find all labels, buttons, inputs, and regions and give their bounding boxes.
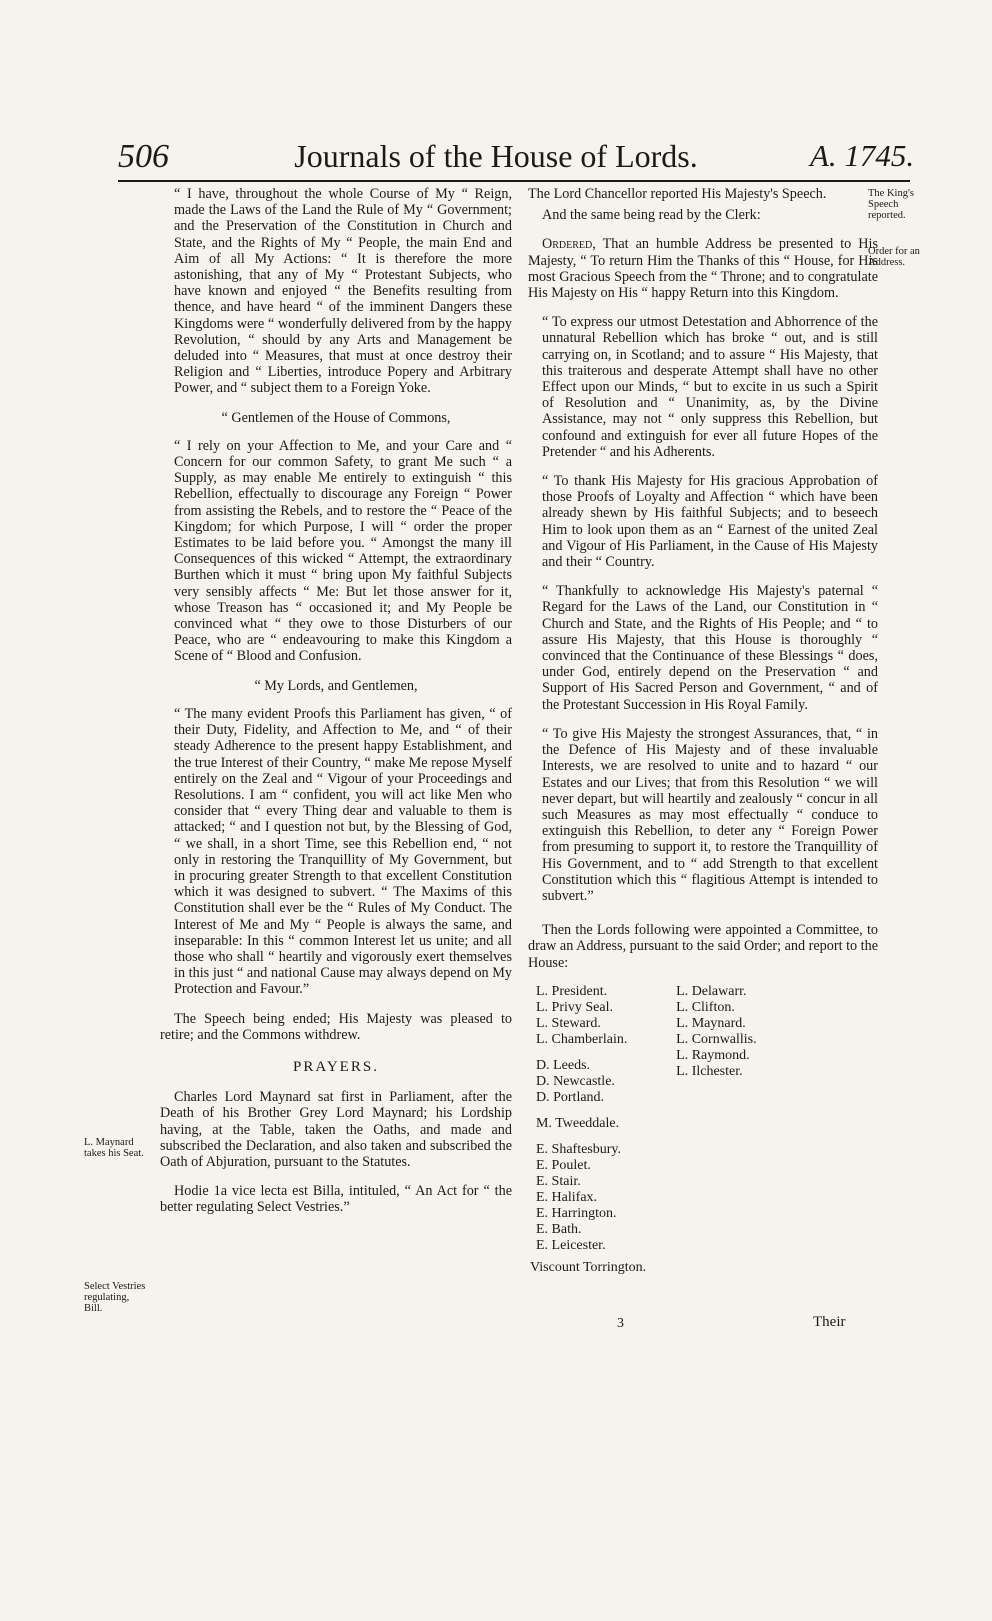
signature-mark: 3 (617, 1316, 624, 1331)
maynard-entry: Charles Lord Maynard sat first in Parliament, after the Death of his Brother Grey Lord Maynard; his Lordship having, at the Table, taken the Oaths, and made and subscribed the Declaration, and also taken and subscribed the Oath of Abjuration, pursuant to the Statutes. (160, 1089, 512, 1170)
speech-paragraph-1: “ I have, throughout the whole Course of My “ Reign, made the Laws of the Land the Rule of My “ Government; and the Preservation of the Constitution in Church and State, and the Rights of My “ People, the main End and Aim of all My Actions: “ It is therefore the more astonishing, that any of My “ Protestant Subjects, who have known and enjoyed “ the Benefits resulting from thence, and have heard “ of the imminent Dangers these Kingdoms were “ wonderfully delivered from by the happy Revolution, “ should by any Arts and Management be deluded into “ Measures, that must at once destroy their Religion and “ Liberties, introduce Popery and Arbitrary Power, and “ subject them to a Foreign Yoke. (174, 186, 512, 397)
read-by-clerk: And the same being read by the Clerk: (542, 207, 761, 224)
prayers-heading: PRAYERS. (293, 1058, 379, 1075)
committee-member: L. Delawarr. (676, 983, 747, 999)
page-number: 506 (118, 138, 169, 175)
committee-member: E. Harrington. (536, 1205, 617, 1221)
committee-member: E. Leicester. (536, 1237, 606, 1253)
margin-note-order-address: Order for an Address. (868, 246, 920, 268)
committee-member: M. Tweeddale. (536, 1115, 620, 1131)
committee-member: D. Portland. (536, 1089, 605, 1105)
header-rule (118, 180, 910, 182)
committee-member: E. Poulet. (536, 1157, 591, 1173)
left-column (160, 186, 512, 1229)
committee-intro: Then the Lords following were appointed a Committee, to draw an Address, pursuant to the said Order; and report to the House: (528, 922, 878, 971)
ordered-paragraph (528, 236, 878, 301)
committee-member: L. Cornwallis. (676, 1031, 757, 1047)
committee-list (530, 983, 878, 1276)
committee-member: L. Raymond. (676, 1047, 750, 1063)
committee-member: L. Steward. (536, 1015, 601, 1031)
speech-ended: The Speech being ended; His Majesty was pleased to retire; and the Commons withdrew. (160, 1010, 512, 1043)
margin-note-maynard: L. Maynard takes his Seat. (84, 1137, 144, 1159)
committee-member: D. Newcastle. (536, 1073, 615, 1089)
address-paragraph-2: “ To thank His Majesty for His gracious Approbation of those Proofs of Loyalty and Affection “ which have been already shewn by His faithful Subjects; and to beseech Him to look upon them as an “ Earnest of the united Zeal and Vigour of His Parliament, in the Cause of His Majesty and their “ Country. (542, 473, 878, 571)
running-title: Journals of the House of Lords. (294, 138, 698, 174)
address-lords: “ My Lords, and Gentlemen, (254, 677, 418, 694)
committee-member: L. Chamberlain. (536, 1031, 628, 1047)
catchword: Their (813, 1314, 846, 1330)
address-paragraph-1: “ To express our utmost Detestation and Abhorrence of the unnatural Rebellion which has broke “ out, and is still carrying on, in Scotland; and to assure “ His Majesty, that this traiterous and desperate Attempt shall have no other Effect upon our Minds, “ but to excite in us such a Spirit of Resolution and “ Unanimity, as, by the Divine Assistance, may not “ only suppress this Rebellion, but confound and extinguish for ever all future Hopes of the Pretender “ and his Adherents. (542, 314, 878, 460)
committee-member: E. Stair. (536, 1173, 581, 1189)
ordered-word: Ordered, (542, 236, 596, 253)
committee-member: E. Halifax. (536, 1189, 598, 1205)
address-commons: “ Gentlemen of the House of Commons, (221, 409, 451, 426)
margin-note-speech-reported: The King's Speech reported. (868, 188, 914, 221)
address-paragraph-3: “ Thankfully to acknowledge His Majesty's paternal “ Regard for the Laws of the Land, our Constitution in “ Church and State, and the Rights of His People; and “ to assure His Majesty, that this House is thoroughly “ convinced that the Continuance of these Blessings “ does, under God, entirely depend on the Preservation “ and Support of His Sacred Person and Government, “ and of the Protestant Succession in His Royal Family. (542, 583, 878, 713)
committee-member: L. Ilchester. (676, 1063, 743, 1079)
right-column (528, 186, 878, 1276)
committee-member: E. Shaftesbury. (536, 1141, 622, 1157)
committee-member: L. Clifton. (676, 999, 735, 1015)
ordered-text: That an humble Address be presented to His Majesty, “ To return Him the Thanks of this “ House, for His most Gracious Speech from the “ Throne; and to congratulate His Majesty on His “ happy Return into this Kingdom. (528, 236, 878, 302)
committee-member: D. Leeds. (536, 1057, 591, 1073)
margin-note-vestries: Select Vestries regulating, Bill. (84, 1281, 146, 1314)
committee-column-right (676, 984, 757, 1276)
year-heading: A. 1745. (810, 138, 915, 173)
committee-column-left (530, 983, 647, 1276)
committee-member: L. Maynard. (676, 1015, 746, 1031)
bill-entry: Hodie 1a vice lecta est Billa, intituled, “ An Act for “ the better regulating Select Vestries.” (160, 1183, 512, 1216)
speech-paragraph-2: “ I rely on your Affection to Me, and your Care and “ Concern for our common Safety, to grant Me such “ a Supply, as may enable Me entirely to extinguish “ this Rebellion, effectually to discourage any Foreign “ Power from assisting the Rebels, and to restore the “ Peace of the Kingdom; for which Purpose, I will “ order the proper Estimates to be laid before you. “ Amongst the many ill Consequences of this wicked “ Attempt, the extraordinary Burthen which it must “ bring upon My faithful Subjects very sensibly affects “ Me: But let those answer for it, whose Treason has “ occasioned it; and My People be convinced what “ they owe to those Disturbers of our Peace, who are “ endeavouring to make this Kingdom a Scene of “ Blood and Confusion. (174, 437, 512, 665)
committee-member: Viscount Torrington. (530, 1259, 647, 1275)
committee-member: L. President. (536, 983, 608, 999)
chancellor-reported: The Lord Chancellor reported His Majesty's Speech. (528, 186, 827, 202)
address-paragraph-4: “ To give His Majesty the strongest Assurances, that, “ in the Defence of His Majesty and of these invaluable Interests, we are resolved to unite and to hazard “ our Estates and our Lives; that from this Resolution “ we will never depart, but will heartily and zealously “ concur in all such Measures as may most effectually “ conduce to extinguish this Rebellion, to deter any “ Foreign Power from presuming to support it, to restore the Tranquillity of His Government, and to “ add Strength to that excellent Constitution which this “ flagitious Attempt is intended to subvert.” (542, 725, 878, 904)
committee-member: L. Privy Seal. (536, 999, 613, 1015)
speech-paragraph-3: “ The many evident Proofs this Parliament has given, “ of their Duty, Fidelity, and Affection to Me, and “ of their steady Adherence to the present happy Establishment, and the true Interest of their Country, “ make Me repose Myself entirely on the Zeal and “ Vigour of your Proceedings and Resolutions. I am “ confident, you will act like Men who consider that “ every Thing dear and valuable to them is attacked; “ and I question not but, by the Blessing of God, “ we shall, in a short Time, see this Rebellion end, “ not only in restoring the Tranquillity of My Government, but in procuring greater Strength to that excellent Constitution which it was designed to subvert. “ The Maxims of this Constitution shall ever be the “ Rules of My Conduct. The Interest of Me and My “ People is always the same, and inseparable: In this “ common Interest let us unite; and all those who shall “ heartily and vigorously exert themselves in this just “ and national Cause may always depend on My Protection and Favour.” (174, 705, 512, 998)
committee-member: E. Bath. (536, 1221, 582, 1237)
